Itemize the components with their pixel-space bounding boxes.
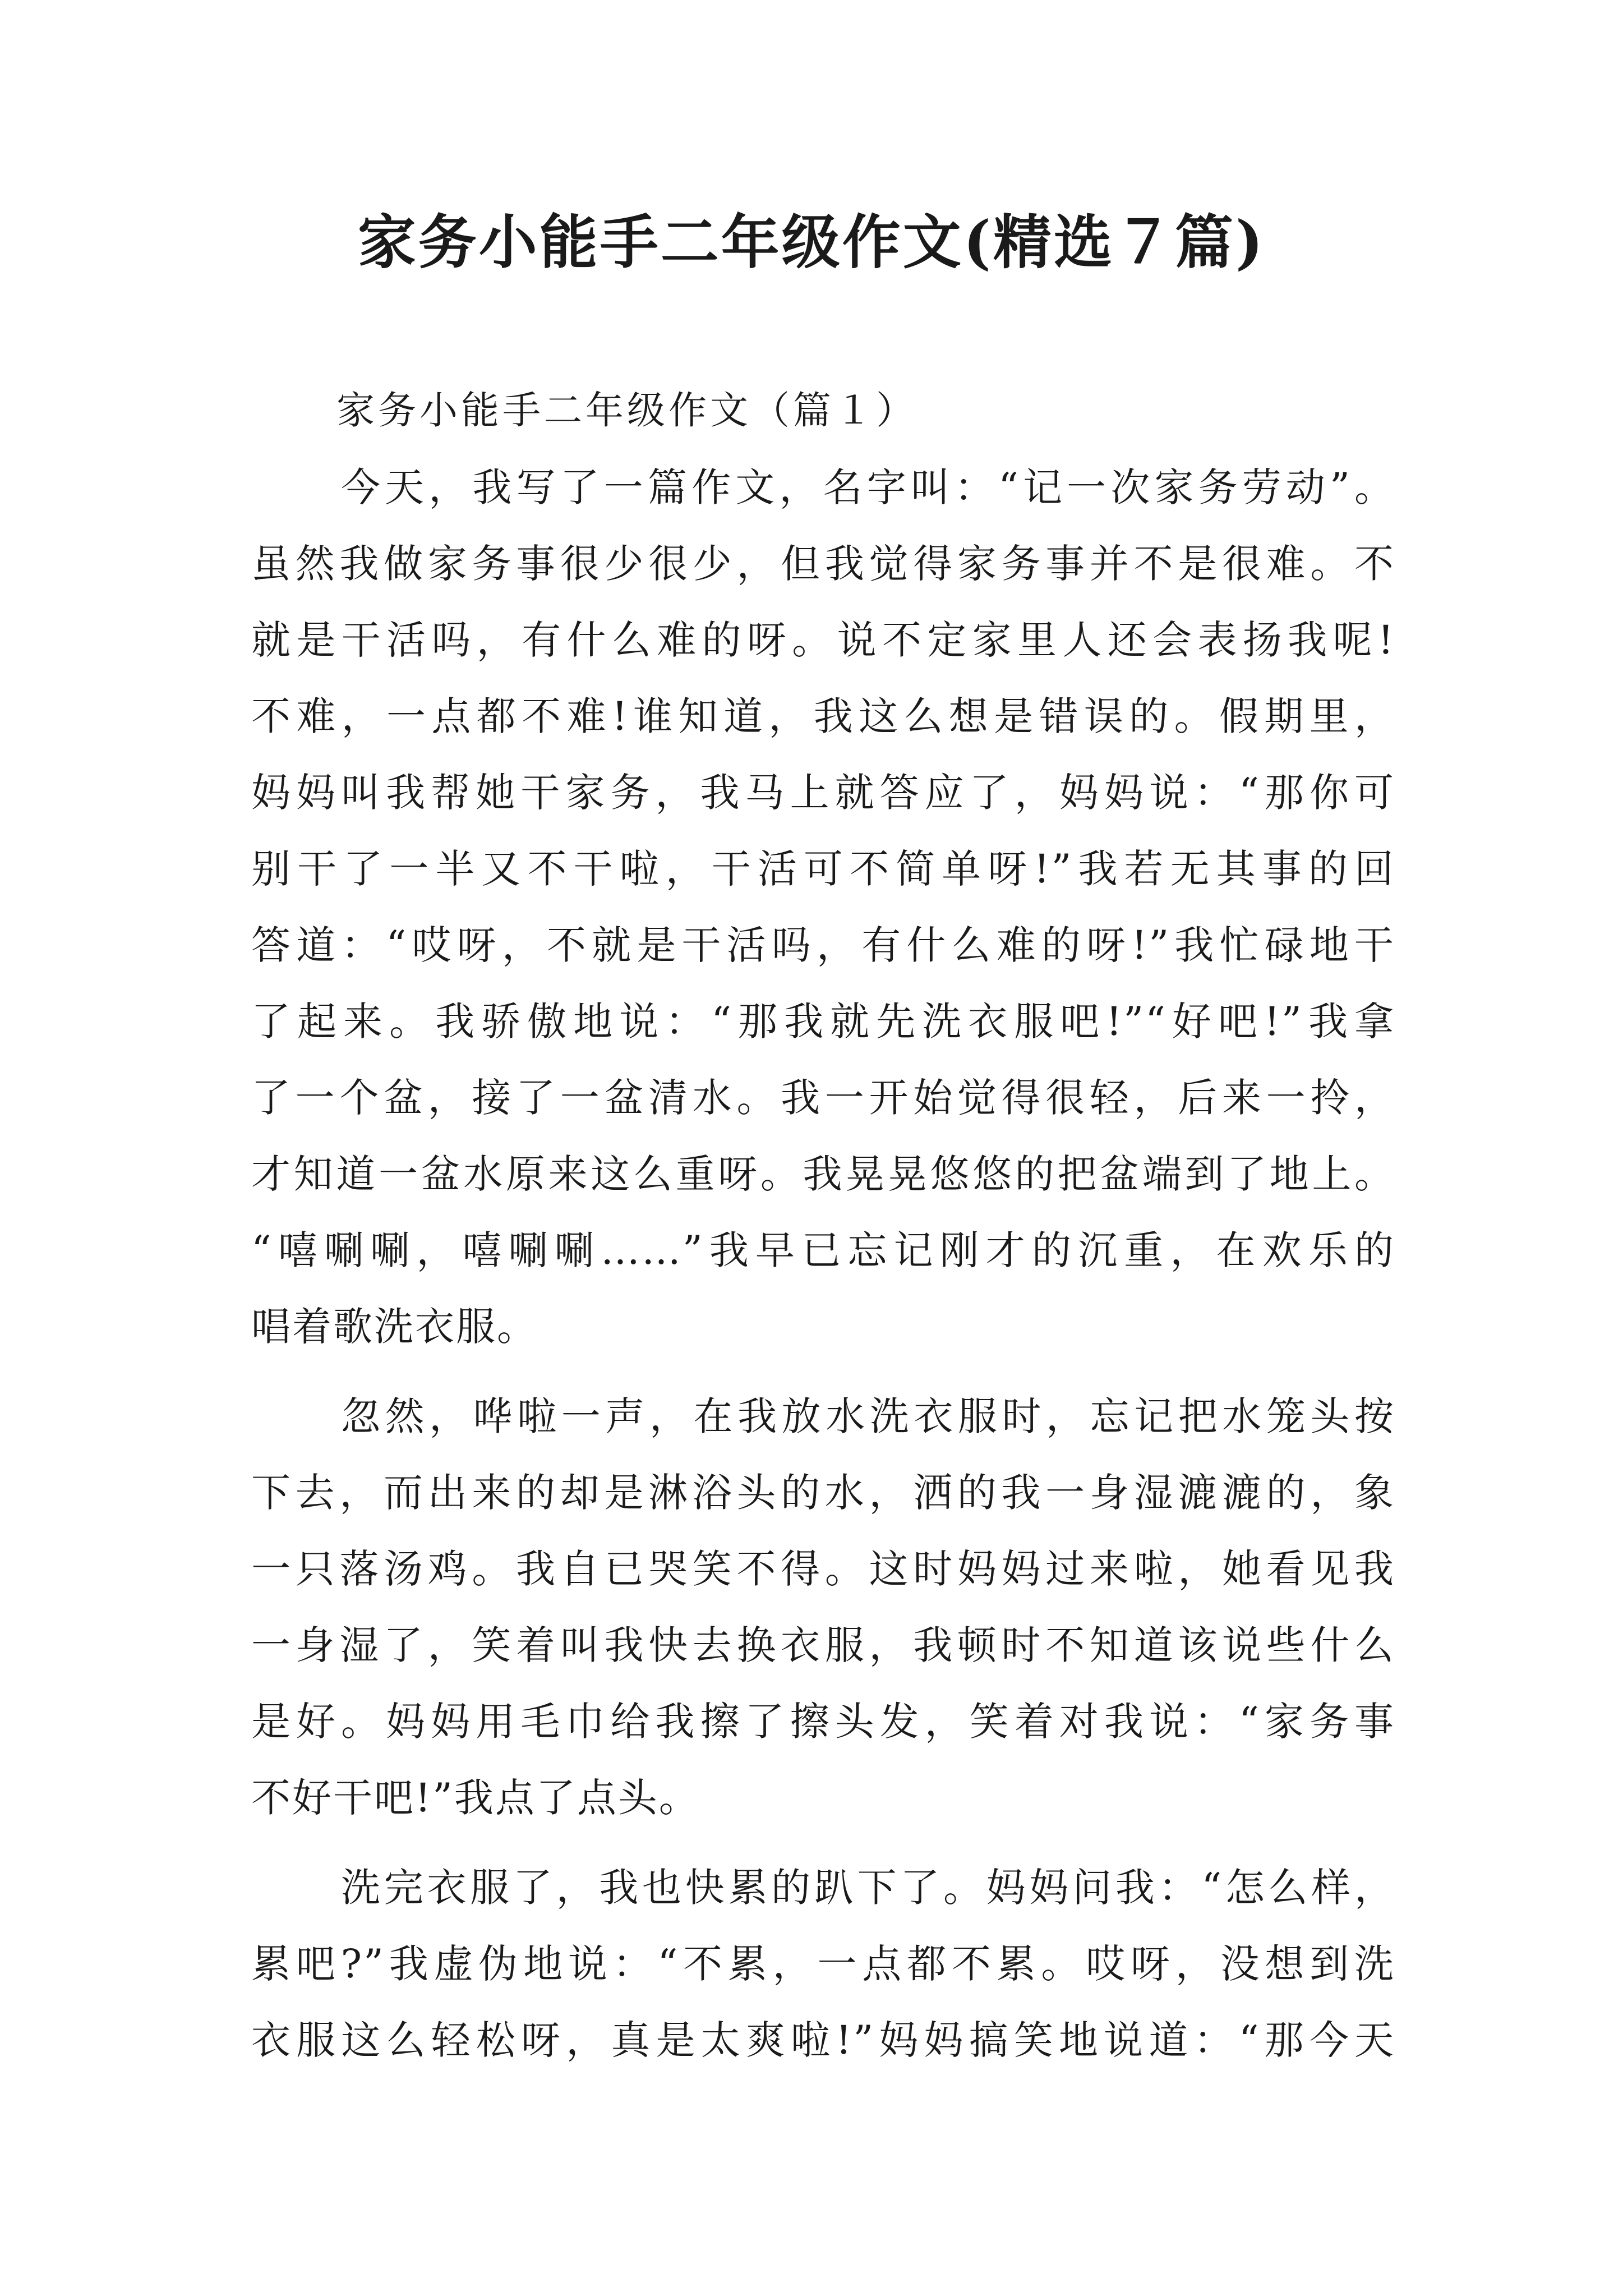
paragraph-line: 今天，我写了一篇作文，名字叫：“记一次家务劳动”。 — [341, 464, 1395, 510]
paragraph-line: 别干了一半又不干啦，干活可不简单呀!”我若无其事的回 — [251, 846, 1395, 892]
paragraph-line: 忽然，哗啦一声，在我放水洗衣服时，忘记把水笼头按 — [341, 1393, 1395, 1439]
document-body — [251, 373, 1395, 2078]
paragraph-line: 是好。妈妈用毛巾给我擦了擦头发，笑着对我说：“家务事 — [251, 1699, 1395, 1745]
paragraph-line: 妈妈叫我帮她干家务，我马上就答应了，妈妈说：“那你可 — [251, 770, 1395, 816]
paragraph-line: 就是干活吗，有什么难的呀。说不定家里人还会表扬我呢! — [251, 617, 1395, 663]
document-title: 家务小能手二年级作文(精选７篇) — [357, 208, 1266, 277]
paragraph-line: 一身湿了，笑着叫我快去换衣服，我顿时不知道该说些什么 — [251, 1622, 1395, 1668]
paragraph-line: 虽然我做家务事很少很少，但我觉得家务事并不是很难。不 — [251, 541, 1395, 587]
paragraph-line: 洗完衣服了，我也快累的趴下了。妈妈问我：“怎么样， — [341, 1865, 1395, 1911]
paragraph-3 — [251, 1849, 1395, 2078]
paragraph-line: 了起来。我骄傲地说：“那我就先洗衣服吧!”“好吧!”我拿 — [251, 999, 1395, 1045]
paragraph-line: 才知道一盆水原来这么重呀。我晃晃悠悠的把盆端到了地上。 — [251, 1151, 1395, 1197]
paragraph-line: 答道：“哎呀，不就是干活吗，有什么难的呀!”我忙碌地干 — [251, 922, 1395, 968]
paragraph-line: 一只落汤鸡。我自已哭笑不得。这时妈妈过来啦，她看见我 — [251, 1546, 1395, 1592]
paragraph-2 — [251, 1378, 1395, 1836]
paragraph-line: “嘻唰唰，嘻唰唰……”我早已忘记刚才的沉重，在欢乐的 — [251, 1227, 1395, 1273]
paragraph-line: 累吧?”我虚伪地说：“不累，一点都不累。哎呀，没想到洗 — [251, 1941, 1395, 1987]
paragraph-line: 不好干吧!”我点了点头。 — [251, 1775, 700, 1821]
paragraph-1 — [251, 449, 1395, 1365]
paragraph-line: 下去，而出来的却是淋浴头的水，洒的我一身湿漉漉的，象 — [251, 1470, 1395, 1516]
paragraph-line: 不难，一点都不难!谁知道，我这么想是错误的。假期里， — [251, 693, 1395, 739]
section-heading: 家务小能手二年级作文（篇１） — [336, 389, 918, 433]
paragraph-line: 了一个盆，接了一盆清水。我一开始觉得很轻，后来一拎， — [251, 1075, 1395, 1121]
paragraph-line: 唱着歌洗衣服。 — [251, 1304, 538, 1350]
paragraph-line: 衣服这么轻松呀，真是太爽啦!”妈妈搞笑地说道：“那今天 — [251, 2017, 1395, 2063]
